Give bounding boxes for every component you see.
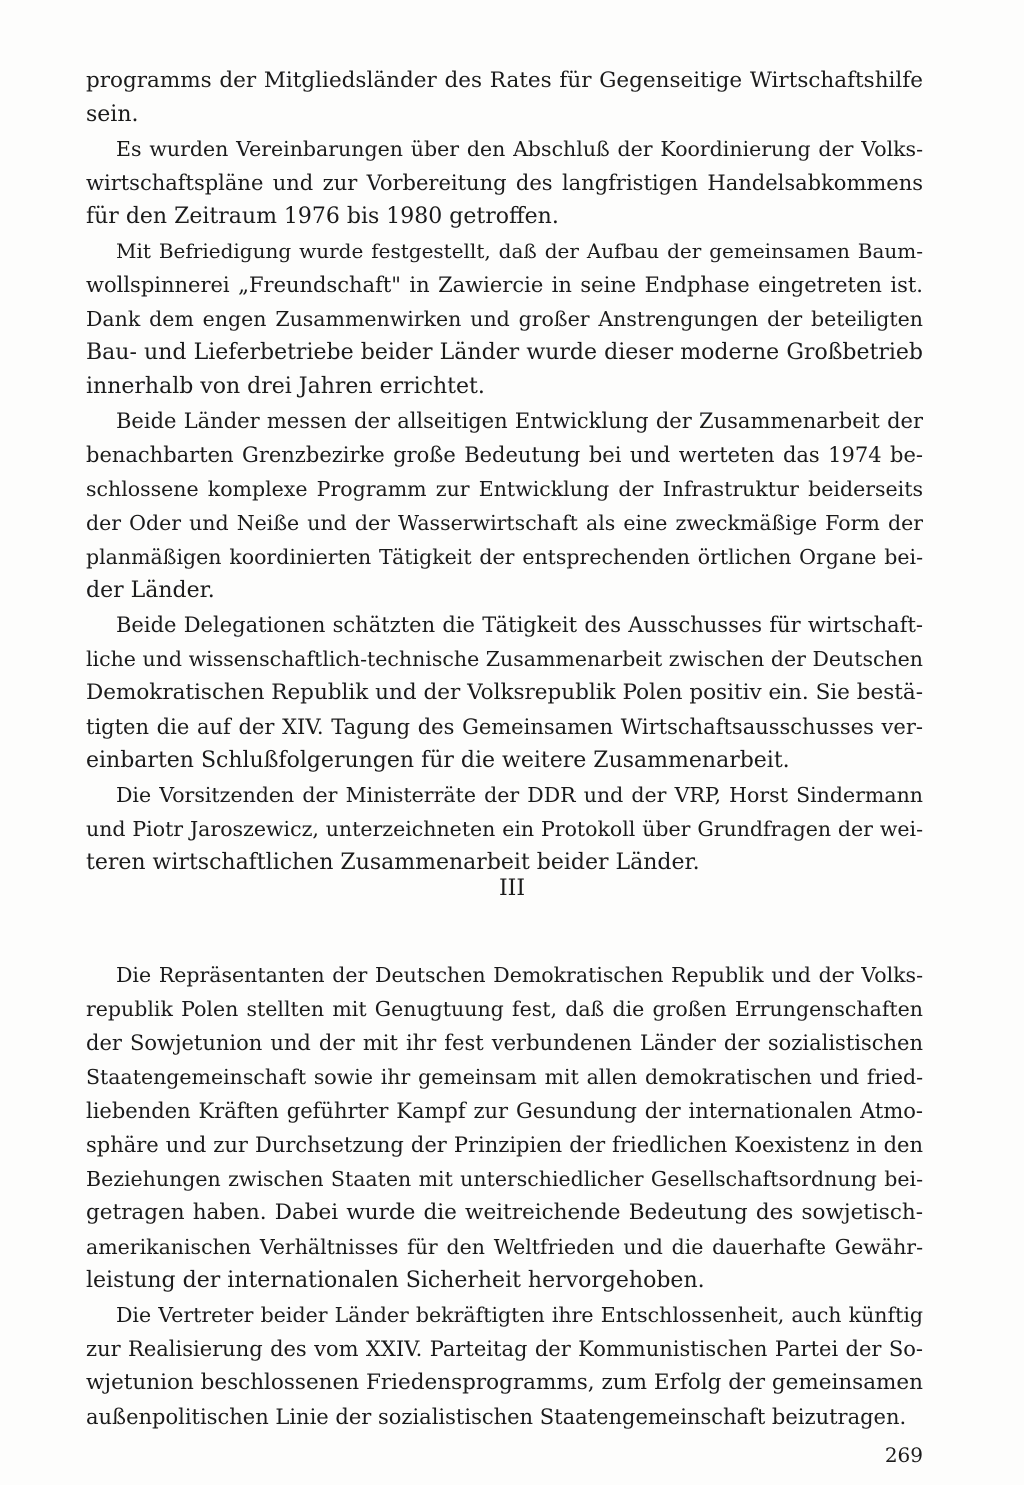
text-line: Es wurden Vereinbarungen über den Abschluß der Koordinierung der Volks- [116,137,923,161]
text-line: Beide Länder messen der allseitigen Entwicklung der Zusammenarbeit der [116,409,923,433]
text-line: der Oder und Neiße und der Wasserwirtschaft als eine zweckmäßige Form der [86,511,923,535]
text-line: Die Vertreter beider Länder bekräftigten ihre Entschlossenheit, auch künftig [116,1303,923,1327]
text-line: liebenden Kräften geführter Kampf zur Gesundung der internationalen Atmo- [86,1099,923,1123]
text-line: für den Zeitraum 1976 bis 1980 getroffen. [86,204,559,229]
text-line: Beide Delegationen schätzten die Tätigkeit des Ausschusses für wirtschaft- [116,613,923,637]
text-line: Staatengemeinschaft sowie ihr gemeinsam mit allen demokratischen und fried- [86,1065,923,1089]
text-line: amerikanischen Verhältnisses für den Weltfrieden und die dauerhafte Gewähr- [86,1235,923,1259]
text-line: sphäre und zur Durchsetzung der Prinzipien der friedlichen Koexistenz in den [86,1133,923,1157]
text-line: Demokratischen Republik und der Volksrepublik Polen positiv ein. Sie bestä- [86,680,923,705]
text-line: leistung der internationalen Sicherheit hervorgehoben. [86,1268,705,1293]
text-line: liche und wissenschaftlich-technische Zusammenarbeit zwischen der Deutschen [86,647,923,671]
text-line: außenpolitischen Linie der sozialistischen Staatengemeinschaft beizutragen. [86,1405,907,1429]
text-line: der Länder. [86,578,215,603]
text-line: schlossene komplexe Programm zur Entwicklung der Infrastruktur beiderseits [86,477,923,501]
text-line: der Sowjetunion und der mit ihr fest verbundenen Länder der sozialistischen [86,1031,923,1055]
text-line: Bau- und Lieferbetriebe beider Länder wurde dieser moderne Großbetrieb [86,340,923,365]
text-line: Dank dem engen Zusammenwirken und großer Anstrengungen der beteiligten [86,307,923,331]
section-heading: III [498,876,526,901]
text-line: getragen haben. Dabei wurde die weitreichende Bedeutung des sowjetisch- [86,1200,923,1225]
text-line: tigten die auf der XIV. Tagung des Gemeinsamen Wirtschaftsausschusses ver- [86,715,923,739]
text-line: Beziehungen zwischen Staaten mit unterschiedlicher Gesellschaftsordnung bei- [86,1167,923,1191]
text-line: wjetunion beschlossenen Friedensprogramms, zum Erfolg der gemeinsamen [86,1370,923,1395]
text-line: und Piotr Jaroszewicz, unterzeichneten ein Protokoll über Grundfragen der wei- [86,817,923,841]
text-line: teren wirtschaftlichen Zusammenarbeit beider Länder. [86,850,700,875]
text-line: einbarten Schlußfolgerungen für die weitere Zusammenarbeit. [86,748,790,773]
text-line: Die Repräsentanten der Deutschen Demokratischen Republik und der Volks- [116,963,923,987]
text-line: wollspinnerei „Freundschaft" in Zawiercie in seine Endphase eingetreten ist. [86,273,923,297]
text-line: planmäßigen koordinierten Tätigkeit der entsprechenden örtlichen Organe bei- [86,545,923,569]
text-line: innerhalb von drei Jahren errichtet. [86,374,485,399]
text-line: programms der Mitgliedsländer des Rates für Gegenseitige Wirtschaftshilfe [86,68,923,93]
text-line: wirtschaftspläne und zur Vorbereitung des langfristigen Handelsabkommens [86,171,923,195]
text-line: Die Vorsitzenden der Ministerräte der DDR und der VRP, Horst Sindermann [116,783,923,807]
text-line: benachbarten Grenzbezirke große Bedeutung bei und werteten das 1974 be- [86,443,923,467]
text-line: zur Realisierung des vom XXIV. Parteitag der Kommunistischen Partei der So- [86,1337,923,1361]
page-number: 269 [884,1443,923,1467]
text-line: Mit Befriedigung wurde festgestellt, daß der Aufbau der gemeinsamen Baum- [116,239,923,263]
text-line: sein. [86,102,139,127]
text-line: republik Polen stellten mit Genugtuung fest, daß die großen Errungenschaften [86,997,923,1021]
